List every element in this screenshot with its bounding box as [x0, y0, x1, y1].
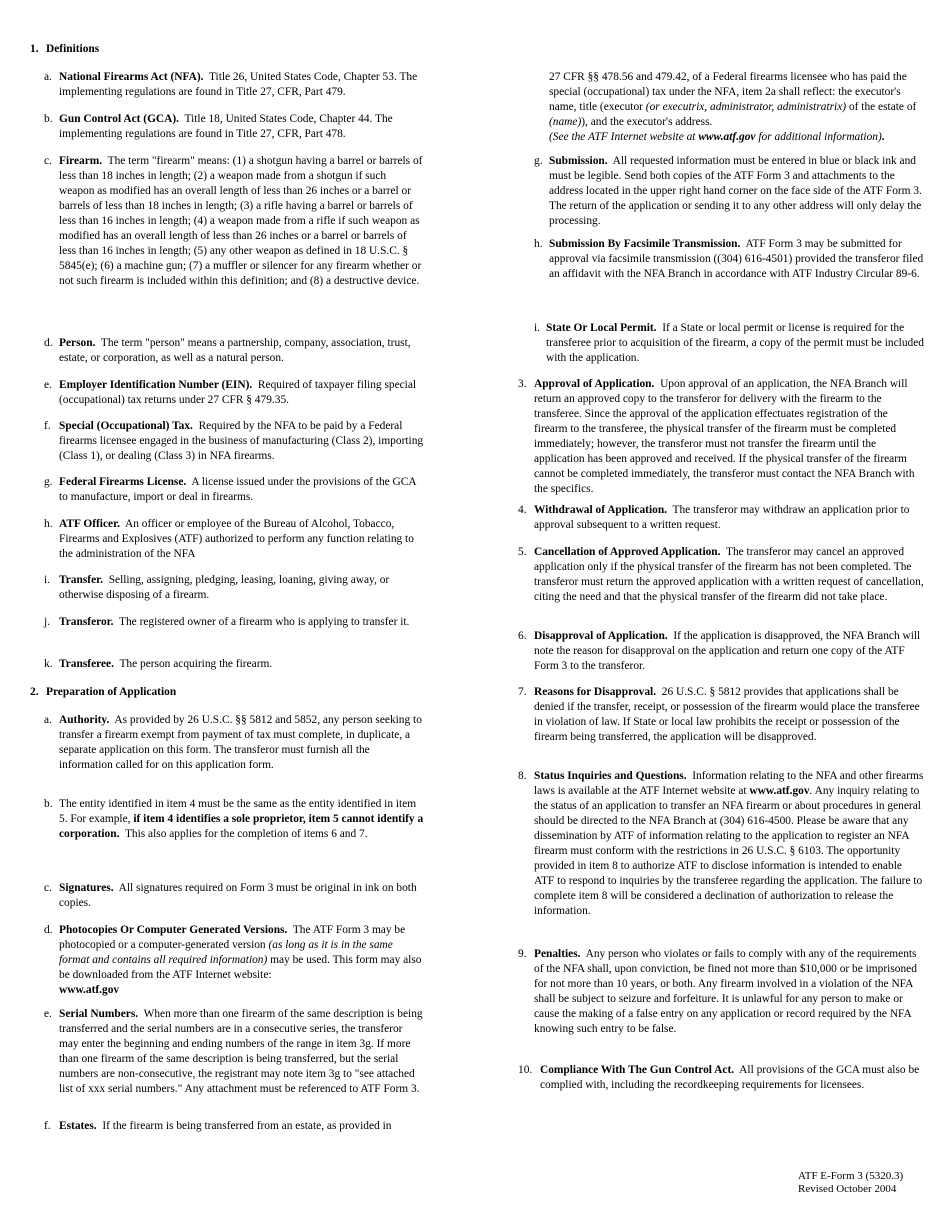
item-heading: Photocopies Or Computer Generated Versions.: [59, 924, 288, 936]
item-text: [59, 881, 424, 911]
item-text: [59, 336, 424, 366]
item-heading: Reasons for Disapproval.: [534, 686, 657, 698]
item-label: 10.: [518, 1064, 533, 1076]
item-heading: Special (Occupational) Tax.: [59, 420, 193, 432]
item-body: Any person who violates or fails to comply with any of the requirements of the NFA shall, upon conviction, be fined not more than $10,000 or be imprisoned for not more than 10 years, or both. Any firearm involved in a violation of the NFA shall be subject to seizure and forfeiture. It is unlawful for any person to make or cause the making of a false entry on any application or record required by the NFA knowing such entry to be false.: [534, 948, 917, 1035]
item-label: g.: [44, 476, 53, 488]
item-heading: Person.: [59, 337, 96, 349]
item-text: [59, 517, 424, 562]
item-label: 9.: [518, 948, 527, 960]
section-title: Preparation of Application: [46, 686, 177, 698]
item-label: c.: [44, 882, 52, 894]
item-body: Selling, assigning, pledging, leasing, loaning, giving away, or otherwise disposing of a firearm.: [59, 574, 390, 601]
item-body: The person acquiring the firearm.: [119, 658, 273, 670]
item-label: b.: [44, 798, 53, 810]
item-italic: (as long as it is in the same format and contains all required information): [59, 939, 393, 966]
item-heading: Compliance With The Gun Control Act.: [540, 1064, 735, 1076]
item-text: [549, 237, 924, 282]
item-text: [59, 573, 424, 603]
item-body: An officer or employee of the Bureau of Alcohol, Tobacco, Firearms and Explosives (ATF) authorized to perform any function relating to the administration of the NFA: [59, 518, 414, 560]
item-text: [534, 545, 924, 605]
item-body-cont: may be used. This form may also be downloaded from the ATF Internet website:: [59, 954, 422, 981]
item-label: e.: [44, 379, 52, 391]
form-id: ATF E-Form 3 (5320.3): [798, 1170, 904, 1182]
form-footer: [798, 1170, 903, 1196]
item-body: The transferor may withdraw an application prior to approval subsequent to a written request.: [534, 504, 910, 531]
item-heading: Gun Control Act (GCA).: [59, 113, 180, 125]
item-text: [534, 769, 924, 919]
item-body-cont: of the estate of: [848, 101, 917, 113]
item-text: [59, 70, 424, 100]
item-label: d.: [44, 924, 53, 936]
item-label: 7.: [518, 686, 527, 698]
item-body: Information relating to the NFA and other firearms laws is available at the ATF Internet website at: [534, 770, 924, 797]
item-label: j.: [44, 616, 51, 628]
item-label: c.: [44, 155, 52, 167]
item-label: a.: [44, 71, 52, 83]
atf-website-link[interactable]: www.atf.gov: [59, 984, 120, 996]
item-label: g.: [534, 155, 543, 167]
item-body: A license issued under the provisions of the GCA to manufacture, import or deal in firearms.: [59, 476, 416, 503]
item-heading: Signatures.: [59, 882, 114, 894]
item-body: ATF Form 3 may be submitted for approval via facsimile transmission ((304) 616-4501) provided the transferor filed an affidavit with the NFA Branch in accordance with ATF Industry Circular 89-6.: [549, 238, 924, 280]
item-body: The term "person" means a partnership, company, association, trust, estate, or corporation, as well as a natural person.: [59, 337, 411, 364]
item-body: The ATF Form 3 may be photocopied or a computer-generated version: [59, 924, 406, 951]
item-body: The registered owner of a firearm who is applying to transfer it.: [119, 616, 410, 628]
form-revision: Revised October 2004: [798, 1183, 897, 1195]
item-text: [549, 154, 924, 229]
item-text: [59, 1007, 424, 1097]
item-body: If the firearm is being transferred from an estate, as provided in: [102, 1120, 392, 1132]
item-heading: ATF Officer.: [59, 518, 120, 530]
item-heading: Transferee.: [59, 658, 114, 670]
item-text: [59, 797, 424, 842]
section-number: 1.: [30, 43, 39, 55]
item-emphasis: if item 4 identifies a sole proprietor, item 5 cannot identify a corporation.: [59, 813, 424, 840]
item-body-cont: . Any inquiry relating to the status of an application to transfer an NFA firearm or about procedures in general should be directed to the NFA Branch at (304) 616-4500. Please be aware that any dissemination by ATF of information relating to the application to register an NFA firearm must conform with the restrictions in 26 U.S.C. § 6103. The opportunity provided in item 8 to authorize ATF to disclose information is intended to enable ATF to respond to inquiries by the transferee regarding the application. The failure to complete item 8 will be considered a declination of authorization to release the information.: [534, 785, 923, 917]
item-text: [534, 947, 924, 1037]
item-body: When more than one firearm of the same description is being transferred and the serial numbers are in a consecutive series, the transferor may enter the beginning and ending numbers of the range in item 3g. If more than one firearm of the same description is being transferred, but the serial numbers are non-consecutive, the registrant may note item 3g to "see attached list of xxx serial numbers." Any attachment must be referenced to ATF Form 3.: [59, 1008, 423, 1095]
item-text: [534, 629, 924, 674]
item-body: Upon approval of an application, the NFA Branch will return an approved copy to the transferor for delivery with the firearm to the transferee. Since the approval of the application effectuates registration of the firearm to the transferee, the physical transfer of the firearm must be completed immediately; however, the transferor must not transfer the firearm until the application has been approved and received. If the physical transfer of the firearm cannot be completed immediately, the transferor must contact the NFA Branch with the specifics.: [534, 378, 915, 495]
item-label: k.: [44, 658, 53, 670]
item-body: If a State or local permit or license is required for the transferee prior to acquisition of the firearm, a copy of the permit must be included with the application.: [546, 322, 924, 364]
item-text: [59, 713, 424, 773]
item-body: If the application is disapproved, the NFA Branch will note the reason for disapproval on the application and return one copy of the ATF Form 3 to the transferor.: [534, 630, 921, 672]
item-label: h.: [44, 518, 53, 530]
item-text: [59, 1119, 439, 1134]
item-body: Required by the NFA to be paid by a Federal firearms licensee engaged in the business of manufacturing (Class 2), importing (Class 1), or dealing (Class 3) in NFA firearms.: [59, 420, 424, 462]
item-body-cont: This also applies for the completion of items 6 and 7.: [124, 828, 368, 840]
item-heading: Federal Firearms License.: [59, 476, 187, 488]
atf-website-link[interactable]: www.atf.gov: [698, 131, 756, 143]
item-text: [59, 657, 424, 672]
item-body: All provisions of the GCA must also be complied with, including the recordkeeping requirements for licensees.: [540, 1064, 920, 1091]
item-body: Title 26, United States Code, Chapter 53. The implementing regulations are found in Title 27, CFR, Part 479.: [59, 71, 418, 98]
item-label: i.: [44, 574, 51, 586]
item-heading: Serial Numbers.: [59, 1008, 139, 1020]
section-1-heading: [30, 42, 99, 57]
item-heading: Approval of Application.: [534, 378, 655, 390]
section-number: 2.: [30, 686, 39, 698]
item-heading: Submission By Facsimile Transmission.: [549, 238, 741, 250]
item-heading: Authority.: [59, 714, 110, 726]
item-heading: Firearm.: [59, 155, 103, 167]
item-italic: (or executrix, administrator, administratrix): [645, 101, 847, 113]
item-body: The term "firearm" means: (1) a shotgun having a barrel or barrels of less than 18 inches in length; (2) a weapon made from a shotgun if such weapon as modified has an overall length of less than 26 inches or a barrel or barrels of less than 18 inches in length; (3) a rifle having a barrel or barrels of less than 16 inches in length; (4) a weapon made from a rifle if such weapon as modified has an overall length of less than 26 inches or a barrel or barrels of less than 16 inches in length; (5) any other weapon as defined in 18 U.S.C. § 5845(e); (6) a machine gun; (7) a muffler or silencer for any firearm whether or not such firearm is included within this definition; and (8) a destructive device.: [59, 155, 423, 287]
item-label: f.: [44, 1120, 51, 1132]
item-heading: Transfer.: [59, 574, 103, 586]
item-text: [540, 1063, 924, 1093]
item-body: The entity identified in item 4 must be the same as the entity identified in item 5. For example,: [59, 798, 417, 825]
section-title: Definitions: [46, 43, 100, 55]
item-text: [549, 70, 924, 145]
item-heading: Withdrawal of Application.: [534, 504, 668, 516]
item-text: [534, 377, 924, 497]
item-body: The transferor may cancel an approved application only if the physical transfer of the firearm has not been completed. The transferor must return the approved application with a written request of cancellation, citing the need and that the physical transfer of the firearm did not take place.: [534, 546, 924, 603]
item-label: a.: [44, 714, 52, 726]
item-label: 8.: [518, 770, 527, 782]
item-label: 3.: [518, 378, 527, 390]
item-text: [546, 321, 924, 366]
item-label: h.: [534, 238, 543, 250]
item-label: i.: [534, 322, 541, 334]
item-body: Required of taxpayer filing special (occupational) tax returns under 27 CFR § 479.35.: [59, 379, 417, 406]
item-heading: Status Inquiries and Questions.: [534, 770, 687, 782]
item-heading: National Firearms Act (NFA).: [59, 71, 204, 83]
item-body: All requested information must be entered in blue or black ink and must be legible. Send both copies of the ATF Form 3 and attachments to the address located in the upper right hand corner on the face side of the ATF Form 3. The return of the application or sending it to any other address will only delay the processing.: [549, 155, 922, 227]
item-label: 4.: [518, 504, 527, 516]
item-body: Title 18, United States Code, Chapter 44. The implementing regulations are found in Title 27, CFR, Part 478.: [59, 113, 393, 140]
item-italic-name: (name): [549, 116, 582, 128]
item-text: [59, 615, 424, 630]
item-heading: Cancellation of Approved Application.: [534, 546, 721, 558]
item-label: d.: [44, 337, 53, 349]
item-label: 6.: [518, 630, 527, 642]
item-label: 5.: [518, 546, 527, 558]
item-heading: Estates.: [59, 1120, 97, 1132]
item-body: 27 CFR §§ 478.56 and 479.42, of a Federal firearms licensee who has paid the special (occupational) tax under the NFA, item 2a shall reflect: the executor's name, title (executor: [549, 71, 907, 113]
item-heading: State Or Local Permit.: [546, 322, 657, 334]
item-text: [59, 419, 424, 464]
item-text: [59, 112, 424, 142]
item-label: f.: [44, 420, 51, 432]
item-heading: Disapproval of Application.: [534, 630, 668, 642]
atf-website-link[interactable]: www.atf.gov: [749, 785, 810, 797]
item-period: .: [881, 131, 885, 143]
item-text: [59, 154, 424, 289]
item-heading: Penalties.: [534, 948, 581, 960]
item-body: As provided by 26 U.S.C. §§ 5812 and 5852, any person seeking to transfer a firearm exempt from payment of tax must complete, in duplicate, a separate application on this form. The transferor must furnish all the information called for on this application form.: [59, 714, 422, 771]
item-heading: Submission.: [549, 155, 608, 167]
item-text: [59, 923, 424, 998]
item-text: [59, 378, 424, 408]
item-heading: Transferor.: [59, 616, 114, 628]
item-body: All signatures required on Form 3 must be original in ink on both copies.: [59, 882, 417, 909]
item-text: [59, 475, 424, 505]
item-body: 26 U.S.C. § 5812 provides that applications shall be denied if the transfer, receipt, or possession of the firearm would place the transferee in violation of law. If State or local law prohibits the receipt or possession of the firearm being transferred, the application will be disapproved.: [534, 686, 920, 743]
item-text: [534, 503, 924, 533]
item-label: b.: [44, 113, 53, 125]
item-heading: Employer Identification Number (EIN).: [59, 379, 253, 391]
section-2-heading: [30, 685, 176, 700]
item-body-end: ), and the executor's address.: [581, 116, 713, 128]
item-italic-note: (See the ATF Internet website at: [549, 131, 696, 143]
item-text: [534, 685, 924, 745]
item-italic-note-end: for additional information): [758, 131, 882, 143]
item-label: e.: [44, 1008, 52, 1020]
